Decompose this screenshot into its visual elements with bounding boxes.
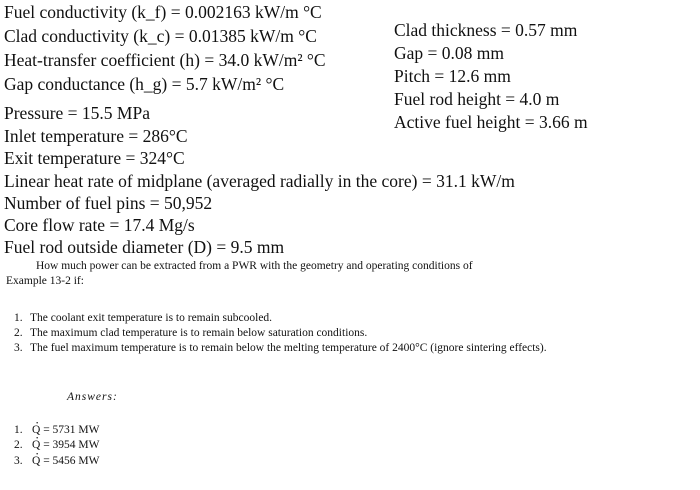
number-of-fuel-pins: Number of fuel pins = 50,952 [4,193,213,213]
answer-item [14,455,100,467]
answer-number: 2. [14,439,23,451]
problem-statement [6,259,668,289]
condition-number: 3. [14,342,23,354]
gap-conductance: Gap conductance (h_g) = 5.7 kW/m² °C [4,74,285,94]
problem-intro-line2: Example 13-2 if: [6,275,84,287]
inlet-temperature: Inlet temperature = 286°C [4,126,188,146]
answer-item [14,424,100,436]
pressure: Pressure = 15.5 MPa [4,103,150,123]
gap-size: Gap = 0.08 mm [394,43,504,63]
answer-number: 1. [14,424,23,436]
core-flow-rate: Core flow rate = 17.4 Mg/s [4,215,195,235]
condition-number: 1. [14,312,23,324]
condition-number: 2. [14,327,23,339]
answer-number: 3. [14,455,23,467]
answers-title: Answers: [67,391,118,403]
answer-item [14,439,100,451]
clad-conductivity: Clad conductivity (k_c) = 0.01385 kW/m °C [4,26,317,46]
condition-text: The maximum clad temperature is to remain below saturation conditions. [30,327,368,339]
answer-value: = 3954 MW [43,439,100,451]
q-dot-symbol: · Q [32,439,40,451]
active-fuel-height: Active fuel height = 3.66 m [394,112,588,132]
fuel-conductivity: Fuel conductivity (k_f) = 0.002163 kW/m °C [4,2,322,22]
fuel-rod-outside-diameter: Fuel rod outside diameter (D) = 9.5 mm [4,237,285,257]
q-dot-symbol: · Q [32,424,40,436]
condition-item [14,326,674,341]
clad-thickness: Clad thickness = 0.57 mm [394,20,578,40]
exit-temperature: Exit temperature = 324°C [4,148,185,168]
answer-value: = 5731 MW [43,424,100,436]
heat-transfer-coefficient: Heat-transfer coefficient (h) = 34.0 kW/m² °C [4,50,326,70]
condition-item [14,341,674,356]
fuel-rod-height: Fuel rod height = 4.0 m [394,89,560,109]
condition-text: The fuel maximum temperature is to remain below the melting temperature of 2400°C (ignore sintering effects). [30,342,547,354]
linear-heat-rate: Linear heat rate of midplane (averaged radially in the core) = 31.1 kW/m [4,171,515,191]
condition-item [14,311,674,326]
condition-text: The coolant exit temperature is to remain subcooled. [30,312,273,324]
answer-value: = 5456 MW [43,455,100,467]
q-dot-symbol: · Q [32,455,40,467]
pitch: Pitch = 12.6 mm [394,66,511,86]
problem-intro-line1: How much power can be extracted from a PWR with the geometry and operating conditions of [36,260,473,272]
